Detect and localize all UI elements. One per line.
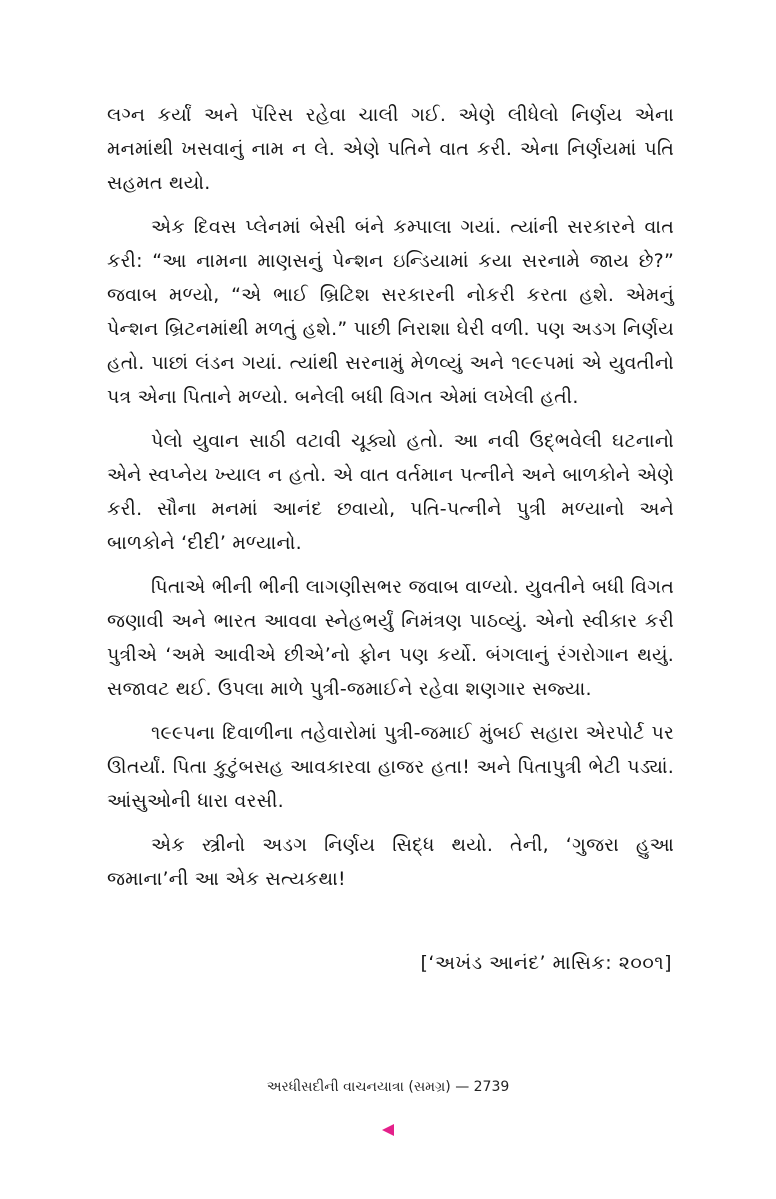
- paragraph-6: એક સ્ત્રીનો અડગ નિર્ણય સિદ્ધ થયો. તેની, ‘ગુજરા હુઆ જમાના’ની આ એક સત્યકથા!: [107, 834, 674, 890]
- triangle-left-icon: [381, 1123, 395, 1137]
- paragraph-5: ૧૯૯૫ના દિવાળીના તહેવારોમાં પુત્રી-જમાઈ મુંબઈ સહારા એરપોર્ટ પર ઊતર્યાં. પિતા કુટુંબસહ આવકારવા હાજર હતા! અને પિતાપુત્રી ભેટી પડ્યાં. આંસુઓની ધારા વરસી.: [107, 722, 674, 812]
- page-footer: [0, 1077, 776, 1097]
- footer-separator: —: [455, 1079, 470, 1095]
- paragraph-4: પિતાએ ભીની ભીની લાગણીસભર જવાબ વાળ્યો. યુવતીને બધી વિગત જણાવી અને ભારત આવવા સ્નેહભર્યું નિમંત્રણ પાઠવ્યું. એનો સ્વીકાર કરી પુત્રીએ ‘અમે આવીએ છીએ’નો ફોન પણ કર્યો. બંગલાનું રંગરોગાન થયું. સજાવટ થઈ. ઉપલા માળે પુત્રી-જમાઈને રહેવા શણગાર સજ્યા.: [107, 576, 674, 700]
- paragraph-3: પેલો યુવાન સાઠી વટાવી ચૂક્યો હતો. આ નવી ઉદ્‌ભવેલી ઘટનાનો એને સ્વપ્નેય ખ્યાલ ન હતો. એ વાત વર્તમાન પત્નીને અને બાળકોને એણે કરી. સૌના મનમાં આનંદ છવાયો, પતિ-પત્નીને પુત્રી મળ્યાનો અને બાળકોને ‘દીદી’ મળ્યાનો.: [107, 430, 674, 554]
- book-title: અરધીસદીની વાચનયાત્રા (સમગ્ર): [266, 1079, 451, 1095]
- source-citation: [‘અખંડ આનંદ’ માસિક: ૨૦૦૧]: [420, 952, 672, 974]
- page-number: 2739: [473, 1079, 510, 1095]
- previous-page-button[interactable]: [381, 1122, 395, 1136]
- paragraph-2: એક દિવસ પ્લેનમાં બેસી બંને કમ્પાલા ગયાં. ત્યાંની સરકારને વાત કરી: “આ નામના માણસનું પેન્શન ઇન્ડિયામાં કયા સરનામે જાય છે?” જવાબ મળ્યો, “એ ભાઈ બ્રિટિશ સરકારની નોકરી કરતા હશે. એમનું પેન્શન બ્રિટનમાંથી મળતું હશે.” પાછી નિરાશા ઘેરી વળી. પણ અડગ નિર્ણય હતો. પાછાં લંડન ગયાં. ત્યાંથી સરનામું મેળવ્યું અને ૧૯૯૫માં એ યુવતીનો પત્ર એના પિતાને મળ્યો. બનેલી બધી વિગત એમાં લખેલી હતી.: [107, 216, 674, 408]
- document-body: [107, 98, 674, 906]
- paragraph-1: લગ્ન કર્યાં અને પૅરિસ રહેવા ચાલી ગઈ. એણે લીધેલો નિર્ણય એના મનમાંથી ખસવાનું નામ ન લે. એણે પતિને વાત કરી. એના નિર્ણયમાં પતિ સહમત થયો.: [107, 104, 674, 194]
